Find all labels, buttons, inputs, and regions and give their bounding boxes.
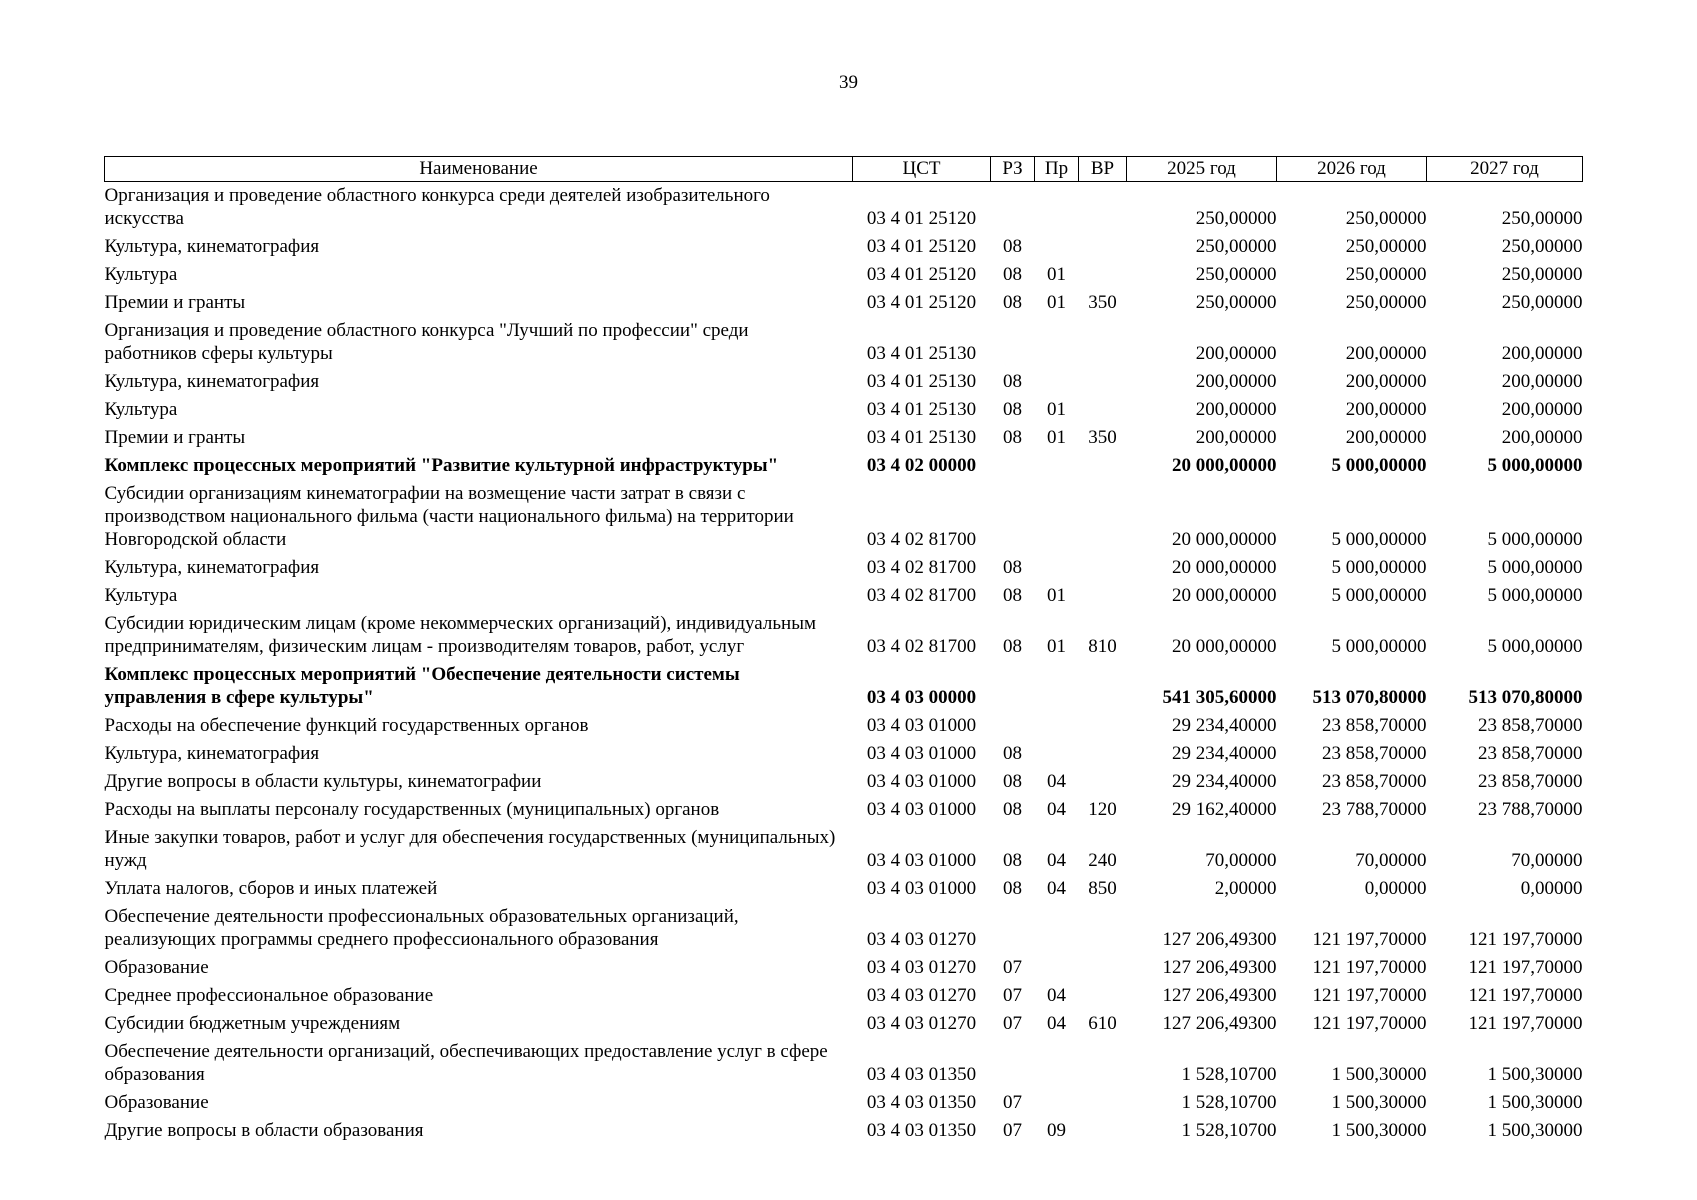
cell-pr: 01 [1047,636,1066,657]
cell-vr [1079,261,1127,289]
table-row [105,1089,1583,1117]
cell-pr [1035,740,1079,768]
cell-pr: 04 [1047,878,1066,899]
cell-2025: 70,00000 [1205,850,1277,871]
cell-2027: 250,00000 [1501,208,1583,229]
cell-vr [1079,233,1127,261]
cell-2025: 20 000,00000 [1172,529,1277,550]
cell-rz: 07 [1003,985,1022,1006]
cell-2026: 5 000,00000 [1331,557,1427,578]
cell-cst: 03 4 03 01000 [866,878,977,899]
cell-name: Премии и гранты [104,292,246,313]
cell-2025: 200,00000 [1195,399,1277,420]
table-row [105,182,1583,234]
cell-vr [1079,768,1127,796]
table-row [105,424,1583,452]
cell-vr [1079,368,1127,396]
cell-rz [991,317,1035,368]
cell-cst: 03 4 03 01350 [866,1092,977,1113]
cell-2025: 20 000,00000 [1172,636,1277,657]
cell-rz: 08 [1003,399,1022,420]
cell-pr: 01 [1047,427,1066,448]
header-2025: 2025 год [1127,157,1277,182]
cell-vr: 610 [1088,1013,1117,1034]
cell-name: Организация и проведение областного конкурса "Лучший по профессии" среди работников сферы культуры [104,320,749,364]
cell-2026: 200,00000 [1345,343,1427,364]
cell-pr [1035,233,1079,261]
cell-vr [1079,1038,1127,1089]
cell-rz: 08 [1003,850,1022,871]
cell-name: Культура, кинематография [104,557,320,578]
cell-name: Организация и проведение областного конкурса среди деятелей изобразительного искусства [104,185,770,229]
cell-name: Обеспечение деятельности профессиональных образовательных организаций, реализующих программы среднего профессионального образования [104,906,739,950]
cell-2027: 513 070,80000 [1468,687,1583,708]
cell-vr [1079,712,1127,740]
cell-cst: 03 4 01 25130 [866,343,977,364]
cell-2025: 250,00000 [1195,208,1277,229]
cell-rz: 08 [1003,878,1022,899]
table-row [105,740,1583,768]
cell-2025: 20 000,00000 [1172,455,1277,476]
cell-name: Субсидии бюджетным учреждениям [104,1013,401,1034]
cell-pr [1035,452,1079,480]
cell-vr [1079,452,1127,480]
cell-vr [1079,1117,1127,1145]
cell-2027: 250,00000 [1501,264,1583,285]
cell-vr [1079,396,1127,424]
cell-name: Культура, кинематография [104,743,320,764]
cell-name: Расходы на обеспечение функций государственных органов [104,715,589,736]
cell-name: Субсидии организациям кинематографии на возмещение части затрат в связи с производством национального фильма (части национального фильма) на территории Новгородской области [104,483,794,550]
cell-rz [991,712,1035,740]
cell-cst: 03 4 02 81700 [866,557,977,578]
table-row [105,317,1583,368]
cell-vr [1079,1089,1127,1117]
cell-2025: 29 234,40000 [1172,743,1277,764]
table-row [105,768,1583,796]
cell-2026: 5 000,00000 [1331,529,1427,550]
cell-2026: 0,00000 [1364,878,1427,899]
cell-2027: 70,00000 [1511,850,1583,871]
table-row [105,796,1583,824]
cell-rz: 08 [1003,799,1022,820]
cell-2026: 23 858,70000 [1322,715,1427,736]
cell-name: Образование [104,957,209,978]
cell-pr: 04 [1047,850,1066,871]
header-2026: 2026 год [1277,157,1427,182]
cell-rz: 08 [1003,771,1022,792]
cell-pr [1035,661,1079,712]
cell-pr [1035,317,1079,368]
header-vr: ВР [1079,157,1127,182]
cell-vr: 350 [1088,292,1117,313]
cell-2027: 1 500,30000 [1487,1120,1583,1141]
cell-vr [1079,317,1127,368]
cell-2025: 250,00000 [1195,292,1277,313]
cell-rz: 07 [1003,957,1022,978]
cell-name: Обеспечение деятельности организаций, обеспечивающих предоставление услуг в сфере образования [104,1041,828,1085]
cell-2027: 5 000,00000 [1487,455,1583,476]
cell-2025: 541 305,60000 [1162,687,1277,708]
cell-rz [991,452,1035,480]
cell-name: Субсидии юридическим лицам (кроме некоммерческих организаций), индивидуальным предпринимателям, физическим лицам - производителям товаров, работ, услуг [104,613,816,657]
cell-2026: 1 500,30000 [1331,1120,1427,1141]
cell-cst: 03 4 03 01270 [866,985,977,1006]
cell-2025: 20 000,00000 [1172,557,1277,578]
cell-2026: 200,00000 [1345,399,1427,420]
table-row [105,712,1583,740]
table-row [105,368,1583,396]
cell-vr [1079,661,1127,712]
cell-pr [1035,712,1079,740]
cell-pr: 04 [1047,799,1066,820]
cell-2025: 127 206,49300 [1162,985,1277,1006]
table-row [105,480,1583,554]
cell-2026: 200,00000 [1345,371,1427,392]
cell-name: Другие вопросы в области образования [104,1120,424,1141]
table-row [105,982,1583,1010]
cell-name: Культура [104,585,178,606]
cell-cst: 03 4 03 00000 [866,687,977,708]
cell-cst: 03 4 03 01350 [866,1120,977,1141]
cell-rz: 08 [1003,743,1022,764]
cell-name: Уплата налогов, сборов и иных платежей [104,878,438,899]
cell-2027: 5 000,00000 [1487,585,1583,606]
cell-2025: 2,00000 [1214,878,1277,899]
table-row [105,1117,1583,1145]
table-body [105,182,1583,1146]
cell-vr [1079,740,1127,768]
table-row [105,582,1583,610]
cell-2026: 121 197,70000 [1312,957,1427,978]
cell-2025: 1 528,10700 [1181,1120,1277,1141]
cell-rz: 08 [1003,292,1022,313]
cell-2026: 250,00000 [1345,264,1427,285]
cell-cst: 03 4 01 25120 [866,208,977,229]
cell-cst: 03 4 02 81700 [866,585,977,606]
cell-2025: 29 234,40000 [1172,715,1277,736]
cell-name: Культура [104,264,178,285]
cell-2027: 200,00000 [1501,399,1583,420]
cell-2025: 250,00000 [1195,264,1277,285]
cell-2027: 250,00000 [1501,236,1583,257]
cell-rz: 08 [1003,636,1022,657]
cell-pr: 04 [1047,985,1066,1006]
cell-2027: 0,00000 [1520,878,1583,899]
page-number: 39 [839,72,858,93]
cell-cst: 03 4 01 25130 [866,371,977,392]
cell-2027: 1 500,30000 [1487,1092,1583,1113]
table-row [105,875,1583,903]
cell-2025: 1 528,10700 [1181,1064,1277,1085]
cell-rz [991,1038,1035,1089]
cell-pr [1035,368,1079,396]
cell-2026: 5 000,00000 [1331,585,1427,606]
cell-2026: 70,00000 [1355,850,1427,871]
table-row [105,554,1583,582]
cell-2027: 5 000,00000 [1487,557,1583,578]
cell-2026: 250,00000 [1345,292,1427,313]
table-row [105,289,1583,317]
cell-cst: 03 4 01 25130 [866,427,977,448]
table-row [105,954,1583,982]
cell-2025: 127 206,49300 [1162,929,1277,950]
cell-pr: 01 [1047,585,1066,606]
cell-cst: 03 4 03 01270 [866,929,977,950]
cell-cst: 03 4 03 01350 [866,1064,977,1085]
cell-pr [1035,954,1079,982]
cell-vr: 240 [1088,850,1117,871]
header-name: Наименование [105,157,853,182]
cell-pr: 01 [1047,292,1066,313]
cell-rz [991,903,1035,954]
cell-pr [1035,182,1079,234]
cell-pr [1035,1089,1079,1117]
cell-cst: 03 4 02 81700 [866,636,977,657]
cell-2027: 23 858,70000 [1478,715,1583,736]
cell-2025: 20 000,00000 [1172,585,1277,606]
table-row [105,661,1583,712]
cell-2027: 200,00000 [1501,427,1583,448]
cell-2026: 121 197,70000 [1312,1013,1427,1034]
cell-rz: 08 [1003,585,1022,606]
cell-rz: 08 [1003,371,1022,392]
cell-name: Среднее профессиональное образование [104,985,434,1006]
cell-vr [1079,903,1127,954]
cell-2026: 250,00000 [1345,208,1427,229]
cell-2027: 23 858,70000 [1478,743,1583,764]
cell-rz: 08 [1003,427,1022,448]
cell-pr: 09 [1047,1120,1066,1141]
table-row [105,1010,1583,1038]
cell-2027: 23 858,70000 [1478,771,1583,792]
cell-2027: 121 197,70000 [1468,929,1583,950]
table-header-row [105,157,1583,182]
budget-table [104,156,1583,1145]
cell-name: Образование [104,1092,209,1113]
cell-2027: 200,00000 [1501,343,1583,364]
cell-rz: 08 [1003,264,1022,285]
cell-2026: 121 197,70000 [1312,985,1427,1006]
table-row [105,1038,1583,1089]
cell-2026: 1 500,30000 [1331,1064,1427,1085]
cell-cst: 03 4 02 81700 [866,529,977,550]
cell-2026: 5 000,00000 [1331,455,1427,476]
cell-name: Комплекс процессных мероприятий "Развитие культурной инфраструктуры" [104,455,779,476]
cell-rz [991,182,1035,234]
cell-name: Другие вопросы в области культуры, кинематографии [104,771,542,792]
cell-2026: 5 000,00000 [1331,636,1427,657]
cell-vr: 810 [1088,636,1117,657]
table-row [105,261,1583,289]
cell-vr: 350 [1088,427,1117,448]
cell-cst: 03 4 01 25120 [866,236,977,257]
cell-2025: 250,00000 [1195,236,1277,257]
cell-cst: 03 4 01 25120 [866,264,977,285]
header-pr: Пр [1035,157,1079,182]
cell-cst: 03 4 03 01270 [866,1013,977,1034]
cell-2027: 121 197,70000 [1468,957,1583,978]
cell-vr [1079,480,1127,554]
cell-2026: 23 858,70000 [1322,743,1427,764]
cell-2027: 1 500,30000 [1487,1064,1583,1085]
cell-cst: 03 4 03 01000 [866,771,977,792]
table-row [105,824,1583,875]
cell-rz: 07 [1003,1120,1022,1141]
cell-2027: 121 197,70000 [1468,1013,1583,1034]
cell-2026: 200,00000 [1345,427,1427,448]
cell-2025: 200,00000 [1195,427,1277,448]
cell-vr [1079,554,1127,582]
cell-2027: 23 788,70000 [1478,799,1583,820]
cell-cst: 03 4 02 00000 [866,455,977,476]
cell-vr [1079,954,1127,982]
cell-rz [991,480,1035,554]
cell-2025: 200,00000 [1195,371,1277,392]
cell-rz: 08 [1003,236,1022,257]
cell-2025: 127 206,49300 [1162,957,1277,978]
cell-2027: 5 000,00000 [1487,529,1583,550]
cell-2027: 5 000,00000 [1487,636,1583,657]
cell-2027: 250,00000 [1501,292,1583,313]
cell-2025: 1 528,10700 [1181,1092,1277,1113]
cell-pr [1035,1038,1079,1089]
cell-vr [1079,182,1127,234]
cell-cst: 03 4 03 01000 [866,715,977,736]
cell-cst: 03 4 03 01000 [866,850,977,871]
cell-2027: 121 197,70000 [1468,985,1583,1006]
cell-rz: 07 [1003,1013,1022,1034]
cell-2025: 29 234,40000 [1172,771,1277,792]
table-row [105,396,1583,424]
cell-rz [991,661,1035,712]
cell-2026: 513 070,80000 [1312,687,1427,708]
cell-name: Иные закупки товаров, работ и услуг для обеспечения государственных (муниципальных) нужд [104,827,836,871]
cell-name: Премии и гранты [104,427,246,448]
table-row [105,452,1583,480]
cell-name: Культура, кинематография [104,236,320,257]
table-row [105,233,1583,261]
cell-pr: 01 [1047,399,1066,420]
header-cst: ЦСТ [853,157,991,182]
table-row [105,610,1583,661]
cell-cst: 03 4 03 01000 [866,743,977,764]
cell-2026: 1 500,30000 [1331,1092,1427,1113]
cell-name: Культура, кинематография [104,371,320,392]
header-rz: РЗ [991,157,1035,182]
cell-vr: 850 [1088,878,1117,899]
cell-cst: 03 4 01 25130 [866,399,977,420]
header-2027: 2027 год [1427,157,1583,182]
cell-2027: 200,00000 [1501,371,1583,392]
cell-name: Комплекс процессных мероприятий "Обеспечение деятельности системы управления в сфере культуры" [104,664,740,708]
cell-pr [1035,903,1079,954]
table-row [105,903,1583,954]
cell-cst: 03 4 03 01000 [866,799,977,820]
cell-cst: 03 4 01 25120 [866,292,977,313]
cell-2025: 127 206,49300 [1162,1013,1277,1034]
cell-rz: 08 [1003,557,1022,578]
cell-2026: 121 197,70000 [1312,929,1427,950]
cell-pr [1035,480,1079,554]
cell-pr [1035,554,1079,582]
cell-vr: 120 [1088,799,1117,820]
cell-cst: 03 4 03 01270 [866,957,977,978]
cell-pr: 04 [1047,771,1066,792]
cell-name: Культура [104,399,178,420]
cell-pr: 04 [1047,1013,1066,1034]
cell-2026: 23 858,70000 [1322,771,1427,792]
cell-2025: 200,00000 [1195,343,1277,364]
cell-vr [1079,982,1127,1010]
cell-rz: 07 [1003,1092,1022,1113]
cell-2026: 250,00000 [1345,236,1427,257]
cell-name: Расходы на выплаты персоналу государственных (муниципальных) органов [104,799,720,820]
cell-2026: 23 788,70000 [1322,799,1427,820]
cell-vr [1079,582,1127,610]
cell-2025: 29 162,40000 [1172,799,1277,820]
cell-pr: 01 [1047,264,1066,285]
